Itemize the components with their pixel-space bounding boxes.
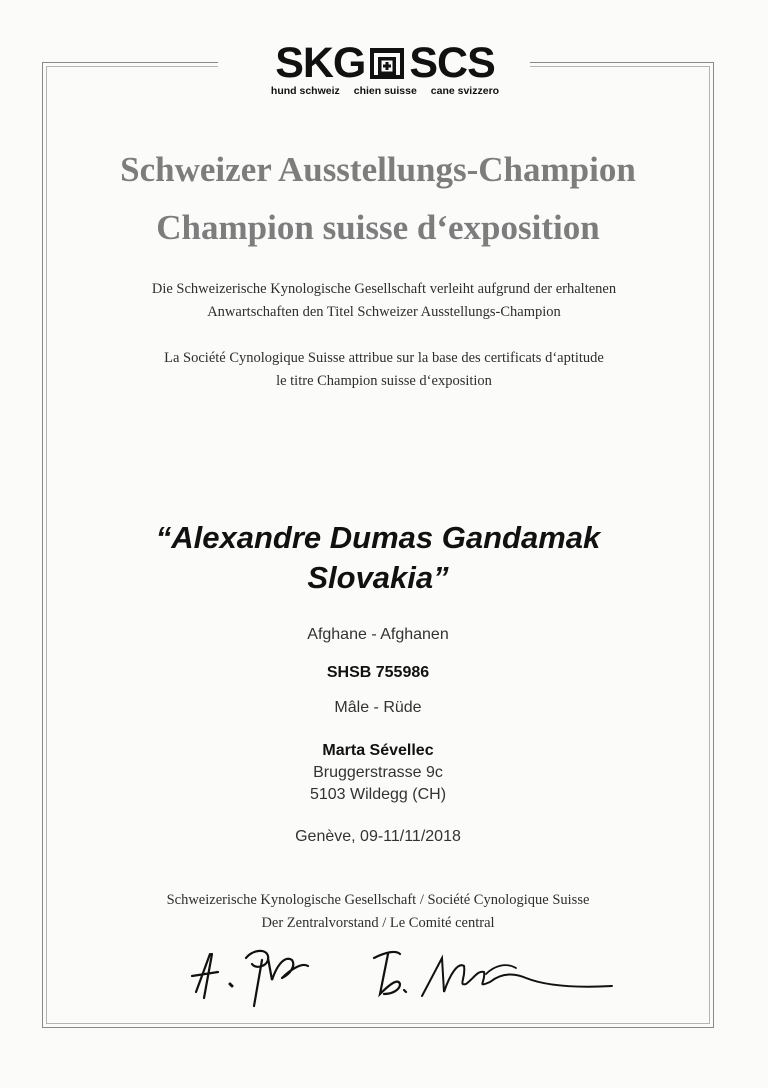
intro-german-line1: Die Schweizerische Kynologische Gesellschaft verleiht aufgrund der erhaltenen [151,281,617,297]
event-place-date: Genève, 09-11/11/2018 [295,828,461,845]
footer-line1: Schweizerische Kynologische Gesellschaft / Société Cynologique Suisse [166,892,590,908]
logo-row [240,39,530,87]
dog-sex: Mâle - Rüde [334,699,422,716]
intro-german [60,278,708,324]
dog-registry-number: SHSB 755986 [326,664,430,681]
signature-left [182,940,322,1010]
owner-name: Marta Sévellec [322,742,434,759]
owner-street: Bruggerstrasse 9c [313,764,443,781]
skg-scs-logo [240,39,530,102]
swiss-cross-house-icon [369,45,405,81]
intro-french-line1: La Société Cynologique Suisse attribue sur la base des certificats d‘aptitude [164,350,604,366]
intro-french-line2: le titre Champion suisse d‘exposition [276,373,492,389]
dog-name-line2: Slovakia” [307,560,449,595]
dog-name-line1: “Alexandre Dumas Gandamak [155,520,601,555]
logo-subtitle-fr: chien suisse [353,85,417,97]
logo-subtitles [240,85,530,97]
signature-right [366,944,616,1004]
footer-line2: Der Zentralvorstand / Le Comité central [261,915,495,931]
logo-left-word: SKG [275,39,366,87]
logo-subtitle-it: cane svizzero [430,85,500,97]
logo-right-word: SCS [409,39,495,87]
intro-french [60,347,708,393]
footer [42,889,714,935]
intro-german-line2: Anwartschaften den Titel Schweizer Ausstellungs-Champion [207,304,561,320]
logo-subtitle-de: hund schweiz [270,85,340,97]
title-german: Schweizer Ausstellungs-Champion [120,150,636,189]
dog-name [42,518,714,598]
title-french: Champion suisse d‘exposition [156,208,600,247]
owner-city: 5103 Wildegg (CH) [309,786,447,803]
dog-breed: Afghane - Afghanen [307,626,449,643]
